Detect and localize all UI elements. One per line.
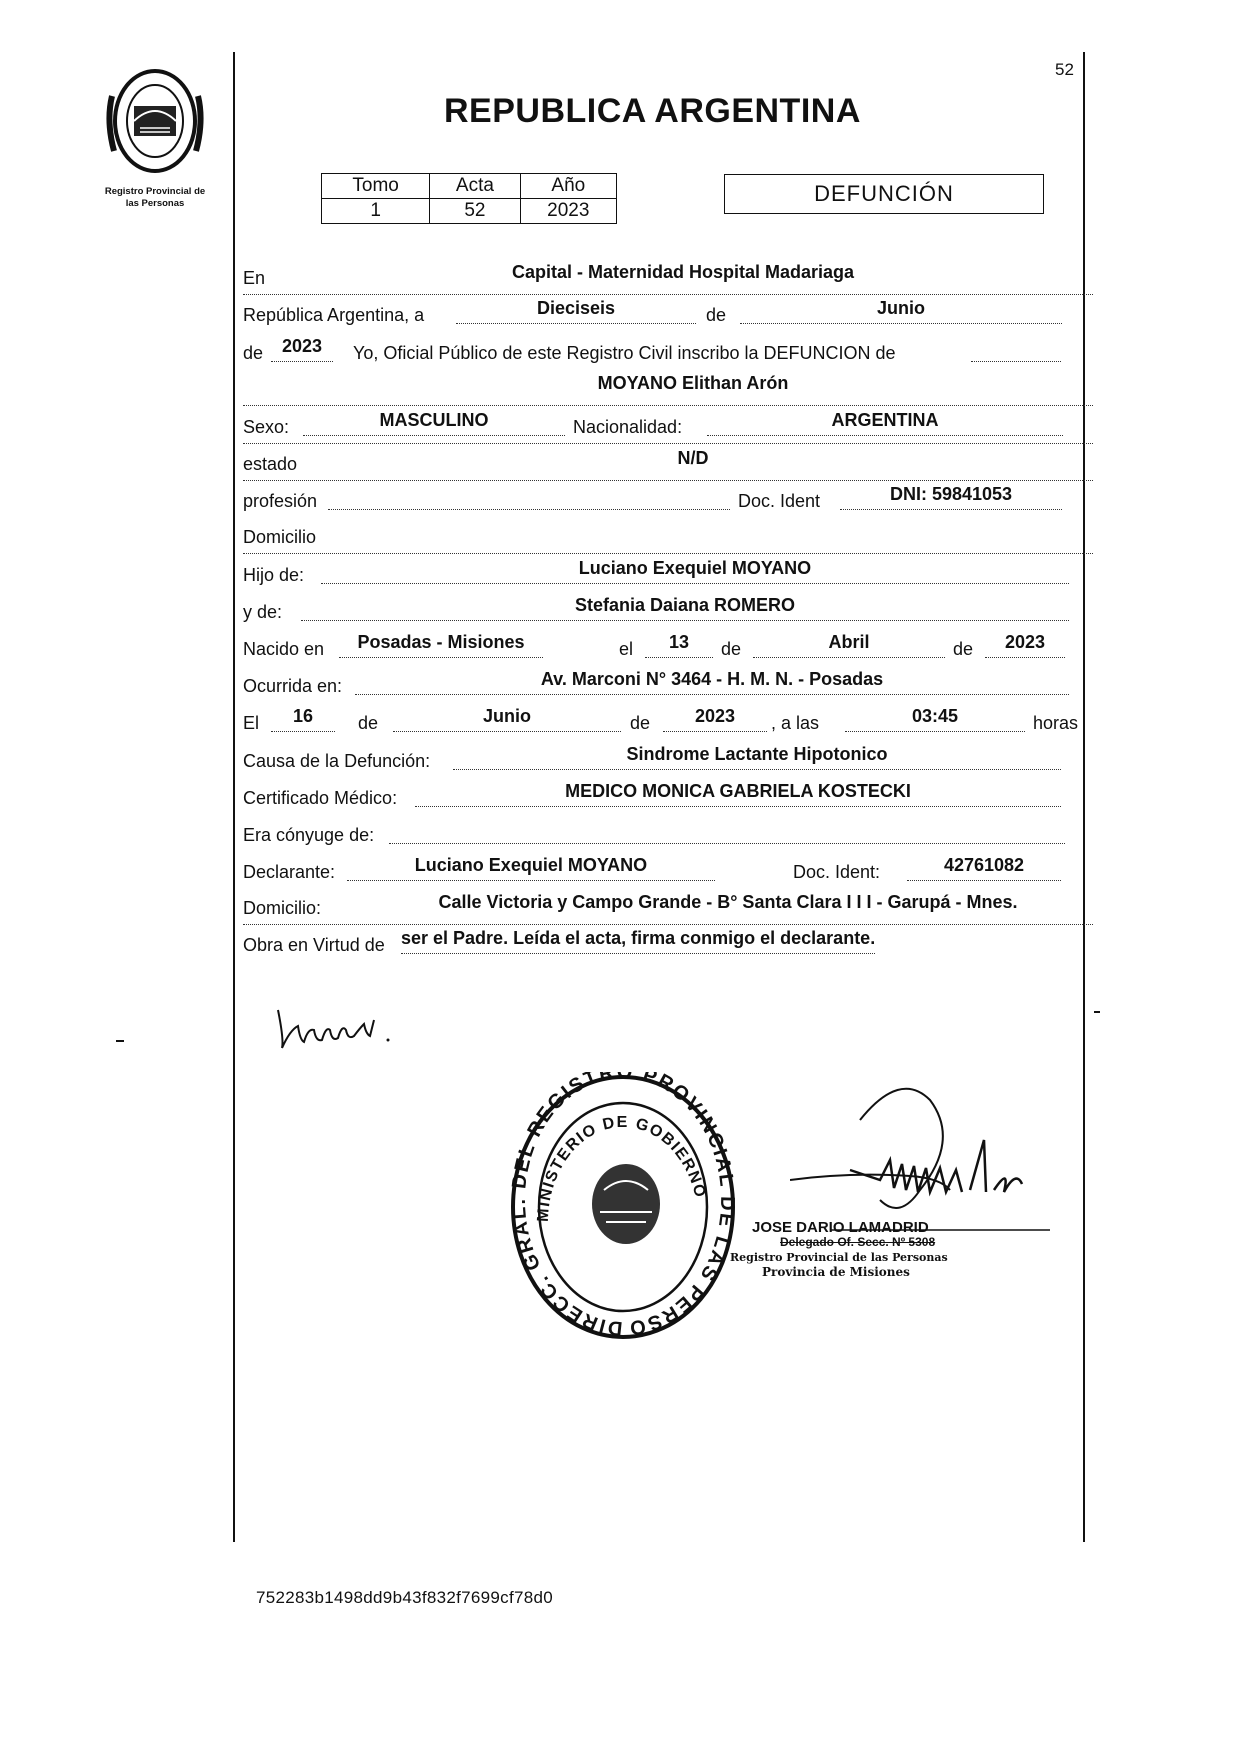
row-death-place [243,666,1093,702]
value-doc: DNI: 59841053 [840,484,1062,510]
label-el: el [619,639,634,659]
row-birth [243,629,1093,665]
official-statement: Yo, Oficial Público de este Registro Civil inscribo la DEFUNCION de [353,343,896,363]
declarant-signature [270,1000,410,1060]
signer-name: JOSE DARIO LAMADRID [752,1219,929,1236]
left-margin-line [233,52,235,1542]
label-de-death-month: de [358,713,379,733]
logo-caption: Registro Provincial de las Personas [104,186,206,209]
value-place: Capital - Maternidad Hospital Madariaga [511,262,855,282]
registry-value-row [322,199,617,224]
label-yde: y de: [243,602,283,622]
value-estado: N/D [677,448,709,468]
label-alas: , a las [771,713,820,733]
value-cause: Sindrome Lactante Hipotonico [453,744,1061,770]
value-obra: ser el Padre. Leída el acta, firma conmigo el declarante. [401,928,875,954]
value-death-month: Junio [393,706,621,732]
stray-mark-right [1094,1011,1100,1013]
value-profesion [328,505,730,510]
row-sex-nationality [243,407,1093,444]
value-birth-day: 13 [645,632,713,658]
official-stamp-icon [508,1072,738,1342]
value-mother: Stefania Daiana ROMERO [301,595,1069,621]
row-cause [243,741,1093,777]
declarant-signature-icon [270,1000,410,1060]
signer-role: Delegado Of. Secc. Nº 5308 [780,1235,936,1249]
label-obra: Obra en Virtud de [243,935,385,955]
label-decl-doc: Doc. Ident: [793,862,881,882]
label-horas: horas [1033,713,1079,733]
header-acta: Acta [430,174,520,199]
page-title: REPUBLICA ARGENTINA [444,92,861,130]
row-declarant-address [243,888,1093,925]
row-domicilio [243,517,1093,554]
value-death-place: Av. Marconi N° 3464 - H. M. N. - Posadas [355,669,1069,695]
value-birth-place: Posadas - Misiones [339,632,543,658]
stamp-ring-text: DIRECC. GRAL. DEL REGISTRO PROVINCIAL DE LAS PERSO [508,1072,738,1340]
label-republica: República Argentina, a [243,305,425,325]
row-declarant [243,852,1093,888]
stamp-inner-text: MINISTERIO DE GOBIERNO [534,1113,709,1223]
registry-table [321,173,617,224]
label-sexo: Sexo: [243,417,290,437]
label-ocurrida: Ocurrida en: [243,676,343,696]
value-declarant: Luciano Exequiel MOYANO [347,855,715,881]
label-doc: Doc. Ident [738,491,821,511]
value-sexo: MASCULINO [303,410,565,436]
row-spouse [243,815,1093,851]
value-birth-year: 2023 [985,632,1065,658]
value-acta: 52 [430,199,520,224]
label-decl-domicilio: Domicilio: [243,898,322,918]
act-type-box: DEFUNCIÓN [724,174,1044,214]
label-de-year: de [243,343,264,363]
label-nacido: Nacido en [243,639,325,659]
row-place [243,258,1093,295]
label-causa: Causa de la Defunción: [243,751,431,771]
value-death-time: 03:45 [845,706,1025,732]
row-father [243,555,1093,591]
value-spouse [389,839,1065,844]
value-nacionalidad: ARGENTINA [707,410,1063,436]
value-doctor: MEDICO MONICA GABRIELA KOSTECKI [415,781,1061,807]
row-obra [243,925,1093,961]
value-official-blank [971,357,1061,362]
label-certificado: Certificado Médico: [243,788,398,808]
registry-logo [100,66,210,176]
value-father: Luciano Exequiel MOYANO [321,558,1069,584]
official-stamp [508,1072,738,1342]
label-declarante: Declarante: [243,862,336,882]
value-decl-doc: 42761082 [907,855,1061,881]
provincial-seal-icon [100,66,210,176]
label-de-birth-month: de [721,639,742,659]
document-hash: 752283b1498dd9b43f832f7699cf78d0 [256,1588,553,1607]
label-de-birth-year: de [953,639,974,659]
signer-block [730,1220,1050,1280]
label-estado: estado [243,454,298,474]
row-profession-doc [243,481,1093,517]
label-el-death: El [243,713,260,733]
row-certificate [243,778,1093,814]
label-domicilio: Domicilio [243,527,317,547]
label-hijo: Hijo de: [243,565,305,585]
signer-org: Registro Provincial de las Personas [730,1251,948,1264]
label-nacionalidad: Nacionalidad: [573,417,683,437]
value-deceased: MOYANO Elithan Arón [597,373,789,393]
label-de-month: de [706,305,727,325]
page-number: 52 [1055,60,1074,79]
label-conyuge: Era cónyuge de: [243,825,375,845]
label-en: En [243,268,266,288]
label-profesion: profesión [243,491,318,511]
label-de-death-year: de [630,713,651,733]
stray-mark-left [116,1040,124,1042]
value-decl-address: Calle Victoria y Campo Grande - B° Santa Clara I I I - Garupá - Mnes. [438,892,1018,912]
value-month: Junio [740,298,1062,324]
signer-province: Provincia de Misiones [762,1265,910,1279]
header-tomo: Tomo [322,174,430,199]
row-date [243,295,1093,331]
row-death-date [243,703,1093,739]
value-tomo: 1 [322,199,430,224]
registry-header-row [322,174,617,199]
value-birth-month: Abril [753,632,945,658]
value-day-words: Dieciseis [456,298,696,324]
value-death-year: 2023 [663,706,767,732]
row-deceased [243,369,1093,406]
header-anio: Año [520,174,616,199]
row-official [243,333,1093,369]
row-estado [243,444,1093,481]
row-mother [243,592,1093,628]
value-anio: 2023 [520,199,616,224]
value-death-day: 16 [271,706,335,732]
value-year: 2023 [271,336,333,362]
